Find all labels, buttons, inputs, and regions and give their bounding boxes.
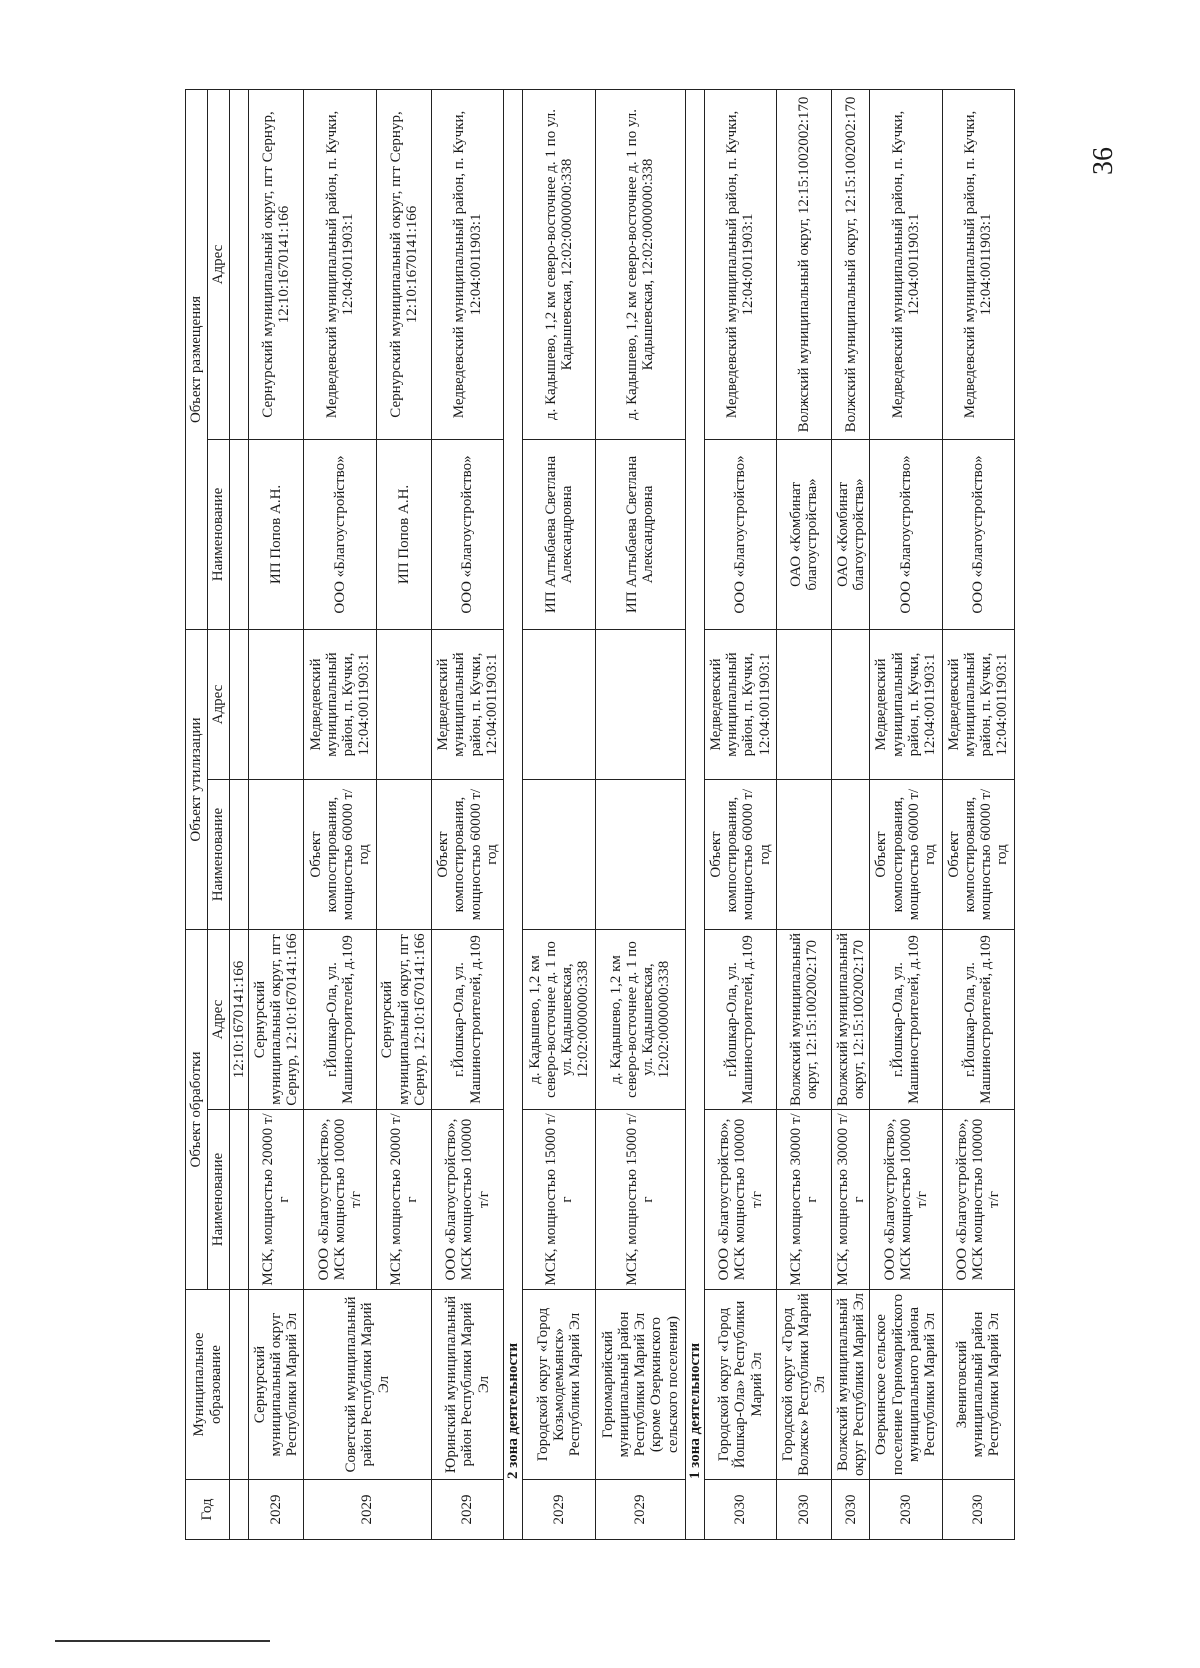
cell-processing-address: г.Йошкар-Ола, ул. Машиностроителей, д.109 [704,930,776,1110]
cell-placement-address: Медведевский муниципальный район, п. Кучки, 12:04:0011903:1 [870,89,942,439]
cell-placement-name: ООО «Благоустройство» [431,439,503,629]
cell-processing-name: МСК, мощностью 30000 т/г [832,1110,870,1290]
cell-utilization-name [595,780,685,930]
cell-placement-name: ООО «Благоустройство» [304,439,376,629]
cell-processing-name: ООО «Благоустройство», МСК мощностью 100000 т/г [431,1110,503,1290]
cell-municipality [230,1290,249,1480]
cell-utilization-name [777,780,832,930]
cell-processing-address: г.Йошкар-Ола, ул. Машиностроителей, д.109 [431,930,503,1110]
cell-utilization-address: Медведевский муниципальный район, п. Кучки, 12:04:0011903:1 [870,629,942,779]
cell-placement-name: ИП Алтыбаева Светлана Александровна [523,439,595,629]
cell-placement-name: ИП Попов А.Н. [249,439,304,629]
cell-utilization-address: Медведевский муниципальный район, п. Кучки, 12:04:0011903:1 [942,629,1014,779]
cell-year: 2029 [595,1480,685,1540]
cell-utilization-address: Медведевский муниципальный район, п. Кучки, 12:04:0011903:1 [304,629,376,779]
cell-year: 2029 [431,1480,503,1540]
cell-municipality: Горномарийский муниципальный район Республики Марий Эл (кроме Озеркинского сельского поселения) [595,1290,685,1480]
cell-year: 2030 [777,1480,832,1540]
cell-utilization-address [249,629,304,779]
table-row [249,89,304,1539]
cell-year: 2029 [304,1480,432,1540]
cell-placement-address: д. Кадышево, 1,2 км северо-восточнее д. 1 по ул. Кадышевская, 12:02:0000000:338 [595,89,685,439]
zone-row [685,89,704,1539]
cell-municipality: Городской округ «Город Йошкар-Ола» Республики Марий Эл [704,1290,776,1480]
cell-utilization-name: Объект компостирования, мощностью 60000 т/год [870,780,942,930]
cell-municipality: Сернурский муниципальный округ Республики Марий Эл [249,1290,304,1480]
cell-placement-name [230,439,249,629]
header-processing-address: Адрес [208,930,230,1110]
cell-processing-address: Волжский муниципальный округ, 12:15:1002002:170 [777,930,832,1110]
cell-placement-address: Медведевский муниципальный район, п. Кучки, 12:04:0011903:1 [704,89,776,439]
cell-placement-name: ООО «Благоустройство» [942,439,1014,629]
page-number: 36 [1088,147,1119,175]
header-utilization-name: Наименование [208,780,230,930]
cell-processing-name: МСК, мощностью 30000 т/г [777,1110,832,1290]
cell-processing-address: г.Йошкар-Ола, ул. Машиностроителей, д.109 [870,930,942,1110]
cell-utilization-name [249,780,304,930]
cell-processing-address: г.Йошкар-Ола, ул. Машиностроителей, д.109 [304,930,376,1110]
footnote-separator [55,1640,270,1642]
cell-placement-address: Медведевский муниципальный район, п. Кучки, 12:04:0011903:1 [942,89,1014,439]
cell-utilization-name [376,780,431,930]
header-utilization-object: Объект утилизации [186,629,208,929]
cell-placement-address: Сернурский муниципальный округ, пгт Сернур, 12:10:1670141:166 [249,89,304,439]
cell-year: 2030 [704,1480,776,1540]
waste-objects-table [185,89,1015,1540]
cell-municipality: Городской округ «Город Козьмодемьянск» Республики Марий Эл [523,1290,595,1480]
cell-year: 2030 [942,1480,1014,1540]
cell-year: 2030 [832,1480,870,1540]
cell-placement-address: Медведевский муниципальный район, п. Кучки, 12:04:0011903:1 [304,89,376,439]
cell-processing-name: ООО «Благоустройство», МСК мощностью 100000 т/г [870,1110,942,1290]
table-row [304,89,376,1539]
cell-utilization-address: Медведевский муниципальный район, п. Кучки, 12:04:0011903:1 [431,629,503,779]
cell-municipality: Советский муниципальный район Республики Марий Эл [304,1290,432,1480]
table-row [832,89,870,1539]
cell-placement-name: ООО «Благоустройство» [870,439,942,629]
cell-placement-name: ИП Попов А.Н. [376,439,431,629]
header-processing-object: Объект обработки [186,930,208,1290]
cell-processing-name: МСК, мощностью 15000 т/г [595,1110,685,1290]
cell-year: 2030 [870,1480,942,1540]
cell-placement-name: ООО «Благоустройство» [704,439,776,629]
cell-utilization-address [230,629,249,779]
cell-utilization-address [376,629,431,779]
header-utilization-address: Адрес [208,629,230,779]
cell-municipality: Звениговский муниципальный район Республики Марий Эл [942,1290,1014,1480]
rotated-table-container [185,90,1015,1540]
header-processing-name: Наименование [208,1110,230,1290]
cell-utilization-address [832,629,870,779]
cell-municipality: Волжский муниципальный округ Республики Марий Эл [832,1290,870,1480]
cell-utilization-name [523,780,595,930]
cell-utilization-address: Медведевский муниципальный район, п. Кучки, 12:04:0011903:1 [704,629,776,779]
cell-utilization-name [832,780,870,930]
cell-utilization-address [595,629,685,779]
cell-municipality: Городской округ «Город Волжск» Республики Марий Эл [777,1290,832,1480]
cell-placement-address: Медведевский муниципальный район, п. Кучки, 12:04:0011903:1 [431,89,503,439]
cell-utilization-name [230,780,249,930]
cell-processing-name: ООО «Благоустройство», МСК мощностью 100000 т/г [304,1110,376,1290]
cell-processing-address: г.Йошкар-Ола, ул. Машиностроителей, д.109 [942,930,1014,1110]
cell-placement-name: ОАО «Комбинат благоустройства» [832,439,870,629]
cell-processing-address: д. Кадышево, 1,2 км северо-восточнее д. 1 по ул. Кадышевская, 12:02:0000000:338 [595,930,685,1110]
table-row [942,89,1014,1539]
cell-placement-name: ИП Алтыбаева Светлана Александровна [595,439,685,629]
cell-utilization-name: Объект компостирования, мощностью 60000 т/год [304,780,376,930]
cell-year: 2029 [249,1480,304,1540]
cell-placement-address: д. Кадышево, 1,2 км северо-восточнее д. 1 по ул. Кадышевская, 12:02:0000000:338 [523,89,595,439]
cell-processing-address: д. Кадышево, 1,2 км северо-восточнее д. 1 по ул. Кадышевская, 12:02:0000000:338 [523,930,595,1110]
table-row [431,89,503,1539]
cell-processing-address: Волжский муниципальный округ, 12:15:1002002:170 [832,930,870,1110]
cell-processing-name: МСК, мощностью 20000 т/г [249,1110,304,1290]
cell-year [230,1480,249,1540]
table-row [870,89,942,1539]
zone-title: 2 зона деятельности [504,89,523,1539]
cell-utilization-name: Объект компостирования, мощностью 60000 т/год [704,780,776,930]
header-placement-object: Объект размещения [186,89,208,629]
table-row [523,89,595,1539]
cell-placement-name: ОАО «Комбинат благоустройства» [777,439,832,629]
table-row [595,89,685,1539]
cell-placement-address: Волжский муниципальный округ, 12:15:1002002:170 [832,89,870,439]
header-placement-name: Наименование [208,439,230,629]
cell-placement-address: Волжский муниципальный округ, 12:15:1002002:170 [777,89,832,439]
table-row [704,89,776,1539]
cell-year: 2029 [523,1480,595,1540]
cell-municipality: Озеркинское сельское поселение Горномарийского муниципального района Республики Марий Эл [870,1290,942,1480]
header-placement-address: Адрес [208,89,230,439]
cell-utilization-address [523,629,595,779]
zone-title: 1 зона деятельности [685,89,704,1539]
cell-processing-address: Сернурский муниципальный округ, пгт Сернур, 12:10:1670141:166 [376,930,431,1110]
cell-placement-address: Сернурский муниципальный округ, пгт Сернур, 12:10:1670141:166 [376,89,431,439]
table-row [777,89,832,1539]
cell-processing-name: МСК, мощностью 15000 т/г [523,1110,595,1290]
header-municipality: Муниципальное образование [186,1290,230,1480]
cell-processing-name [230,1110,249,1290]
cell-utilization-name: Объект компостирования, мощностью 60000 т/год [431,780,503,930]
cell-municipality: Юринский муниципальный район Республики Марий Эл [431,1290,503,1480]
cell-processing-name: МСК, мощностью 20000 т/г [376,1110,431,1290]
cell-utilization-address [777,629,832,779]
cell-processing-name: ООО «Благоустройство», МСК мощностью 100000 т/г [704,1110,776,1290]
table-row [230,89,249,1539]
cell-processing-address: Сернурский муниципальный округ, пгт Сернур, 12:10:1670141:166 [249,930,304,1110]
cell-placement-address [230,89,249,439]
cell-processing-address: 12:10:1670141:166 [230,930,249,1110]
cell-processing-name: ООО «Благоустройство», МСК мощностью 100000 т/г [942,1110,1014,1290]
zone-row [504,89,523,1539]
header-year: Год [186,1480,230,1540]
cell-utilization-name: Объект компостирования, мощностью 60000 т/год [942,780,1014,930]
